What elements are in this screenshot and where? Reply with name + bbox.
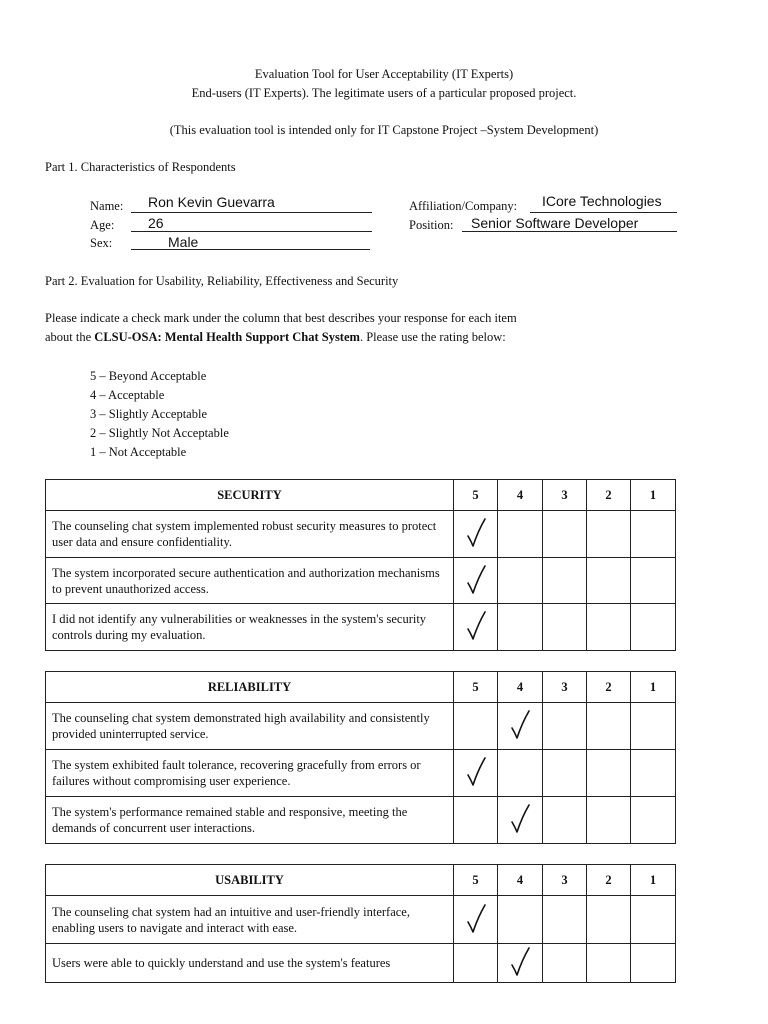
instruction-suffix: . Please use the rating below: bbox=[359, 330, 506, 344]
part2-heading: Part 2. Evaluation for Usability, Reliability, Effectiveness and Security bbox=[45, 274, 399, 288]
rating-column-header: 5 bbox=[454, 480, 498, 511]
rating-cell-5[interactable] bbox=[454, 703, 498, 750]
rating-column-header: 3 bbox=[543, 672, 587, 703]
rating-cell-1[interactable] bbox=[631, 511, 676, 558]
rating-cell-3[interactable] bbox=[543, 511, 587, 558]
rating-column-header: 1 bbox=[631, 672, 676, 703]
rating-column-header: 5 bbox=[454, 672, 498, 703]
rating-cell-4[interactable] bbox=[498, 703, 543, 750]
rating-cell-4[interactable] bbox=[498, 750, 543, 797]
rating-cell-3[interactable] bbox=[543, 896, 587, 944]
table-row bbox=[46, 703, 676, 750]
criterion-text: The counseling chat system demonstrated high availability and consistently provided uninterrupted service. bbox=[46, 703, 454, 750]
part1-heading: Part 1. Characteristics of Respondents bbox=[45, 160, 236, 174]
table-title: USABILITY bbox=[46, 865, 454, 896]
rating-cell-4[interactable] bbox=[498, 944, 543, 983]
rating-cell-2[interactable] bbox=[587, 604, 631, 651]
rating-column-header: 4 bbox=[498, 480, 543, 511]
table-title: SECURITY bbox=[46, 480, 454, 511]
rating-scale bbox=[90, 367, 229, 462]
rating-cell-2[interactable] bbox=[587, 703, 631, 750]
usability-table bbox=[45, 864, 676, 983]
table-row bbox=[46, 896, 676, 944]
rating-cell-1[interactable] bbox=[631, 703, 676, 750]
criterion-text: The counseling chat system implemented robust security measures to protect user data and ensure confidentiality. bbox=[46, 511, 454, 558]
rating-column-header: 4 bbox=[498, 672, 543, 703]
rating-cell-3[interactable] bbox=[543, 797, 587, 844]
table-row bbox=[46, 944, 676, 983]
rating-cell-5[interactable] bbox=[454, 604, 498, 651]
scale-item: 3 – Slightly Acceptable bbox=[90, 407, 207, 421]
rating-cell-3[interactable] bbox=[543, 750, 587, 797]
sex-field bbox=[131, 233, 370, 250]
rating-cell-1[interactable] bbox=[631, 896, 676, 944]
rating-cell-5[interactable] bbox=[454, 511, 498, 558]
rating-cell-5[interactable] bbox=[454, 558, 498, 604]
rating-column-header: 2 bbox=[587, 865, 631, 896]
scale-item: 5 – Beyond Acceptable bbox=[90, 369, 207, 383]
instruction-line2 bbox=[45, 330, 506, 345]
rating-column-header: 1 bbox=[631, 480, 676, 511]
position-value: Senior Software Developer bbox=[471, 215, 639, 231]
criterion-text: I did not identify any vulnerabilities or weaknesses in the system's security controls during my evaluation. bbox=[46, 604, 454, 651]
table-row bbox=[46, 604, 676, 651]
scale-item: 1 – Not Acceptable bbox=[90, 445, 187, 459]
sex-value: Male bbox=[168, 234, 199, 250]
table-header-row bbox=[46, 865, 676, 896]
table-header-row bbox=[46, 672, 676, 703]
rating-column-header: 5 bbox=[454, 865, 498, 896]
name-value: Ron Kevin Guevarra bbox=[148, 194, 275, 210]
rating-cell-5[interactable] bbox=[454, 797, 498, 844]
checkmark-icon bbox=[463, 515, 489, 549]
rating-cell-5[interactable] bbox=[454, 750, 498, 797]
age-label: Age: bbox=[90, 218, 115, 232]
rating-column-header: 4 bbox=[498, 865, 543, 896]
rating-cell-4[interactable] bbox=[498, 511, 543, 558]
rating-cell-5[interactable] bbox=[454, 944, 498, 983]
table-row bbox=[46, 750, 676, 797]
rating-cell-1[interactable] bbox=[631, 750, 676, 797]
rating-cell-2[interactable] bbox=[587, 896, 631, 944]
rating-cell-4[interactable] bbox=[498, 604, 543, 651]
rating-cell-1[interactable] bbox=[631, 558, 676, 604]
table-header-row bbox=[46, 480, 676, 511]
table-row bbox=[46, 558, 676, 604]
table-row bbox=[46, 797, 676, 844]
affiliation-label: Affiliation/Company: bbox=[409, 199, 518, 213]
sex-label: Sex: bbox=[90, 236, 113, 250]
rating-cell-5[interactable] bbox=[454, 896, 498, 944]
rating-cell-4[interactable] bbox=[498, 797, 543, 844]
table-title: RELIABILITY bbox=[46, 672, 454, 703]
rating-cell-3[interactable] bbox=[543, 558, 587, 604]
rating-column-header: 1 bbox=[631, 865, 676, 896]
form-note: (This evaluation tool is intended only for IT Capstone Project –System Development) bbox=[169, 123, 599, 137]
rating-cell-1[interactable] bbox=[631, 944, 676, 983]
affiliation-value: ICore Technologies bbox=[542, 193, 662, 209]
rating-cell-1[interactable] bbox=[631, 797, 676, 844]
checkmark-icon bbox=[463, 562, 489, 596]
rating-column-header: 2 bbox=[587, 672, 631, 703]
scale-item: 4 – Acceptable bbox=[90, 388, 165, 402]
rating-cell-2[interactable] bbox=[587, 797, 631, 844]
criterion-text: The counseling chat system had an intuitive and user-friendly interface, enabling users to navigate and interact with ease. bbox=[46, 896, 454, 944]
position-label: Position: bbox=[409, 218, 454, 232]
rating-cell-3[interactable] bbox=[543, 944, 587, 983]
rating-cell-3[interactable] bbox=[543, 604, 587, 651]
table-row bbox=[46, 511, 676, 558]
rating-column-header: 2 bbox=[587, 480, 631, 511]
checkmark-icon bbox=[507, 944, 533, 978]
age-value: 26 bbox=[148, 215, 164, 231]
rating-cell-2[interactable] bbox=[587, 750, 631, 797]
instruction-line1: Please indicate a check mark under the column that best describes your response for each item bbox=[45, 311, 517, 325]
instruction-prefix: about the bbox=[45, 330, 95, 344]
form-title: Evaluation Tool for User Acceptability (IT Experts) bbox=[254, 67, 514, 81]
security-table bbox=[45, 479, 676, 651]
scale-item: 2 – Slightly Not Acceptable bbox=[90, 426, 229, 440]
criterion-text: The system incorporated secure authentication and authorization mechanisms to prevent unauthorized access. bbox=[46, 558, 454, 604]
criterion-text: The system exhibited fault tolerance, recovering gracefully from errors or failures without compromising user experience. bbox=[46, 750, 454, 797]
rating-cell-2[interactable] bbox=[587, 558, 631, 604]
checkmark-icon bbox=[507, 707, 533, 741]
rating-cell-4[interactable] bbox=[498, 896, 543, 944]
rating-cell-2[interactable] bbox=[587, 511, 631, 558]
criterion-text: Users were able to quickly understand and use the system's features bbox=[46, 944, 454, 983]
system-name: CLSU-OSA: Mental Health Support Chat System bbox=[94, 330, 360, 344]
name-label: Name: bbox=[90, 199, 124, 213]
checkmark-icon bbox=[463, 608, 489, 642]
rating-cell-3[interactable] bbox=[543, 703, 587, 750]
checkmark-icon bbox=[463, 901, 489, 935]
form-subtitle: End-users (IT Experts). The legitimate users of a particular proposed project. bbox=[191, 86, 577, 100]
rating-column-header: 3 bbox=[543, 865, 587, 896]
rating-column-header: 3 bbox=[543, 480, 587, 511]
reliability-table bbox=[45, 671, 676, 844]
criterion-text: The system's performance remained stable and responsive, meeting the demands of concurrent user interactions. bbox=[46, 797, 454, 844]
rating-cell-2[interactable] bbox=[587, 944, 631, 983]
checkmark-icon bbox=[463, 754, 489, 788]
rating-cell-1[interactable] bbox=[631, 604, 676, 651]
rating-cell-4[interactable] bbox=[498, 558, 543, 604]
checkmark-icon bbox=[507, 801, 533, 835]
age-field bbox=[131, 215, 372, 232]
